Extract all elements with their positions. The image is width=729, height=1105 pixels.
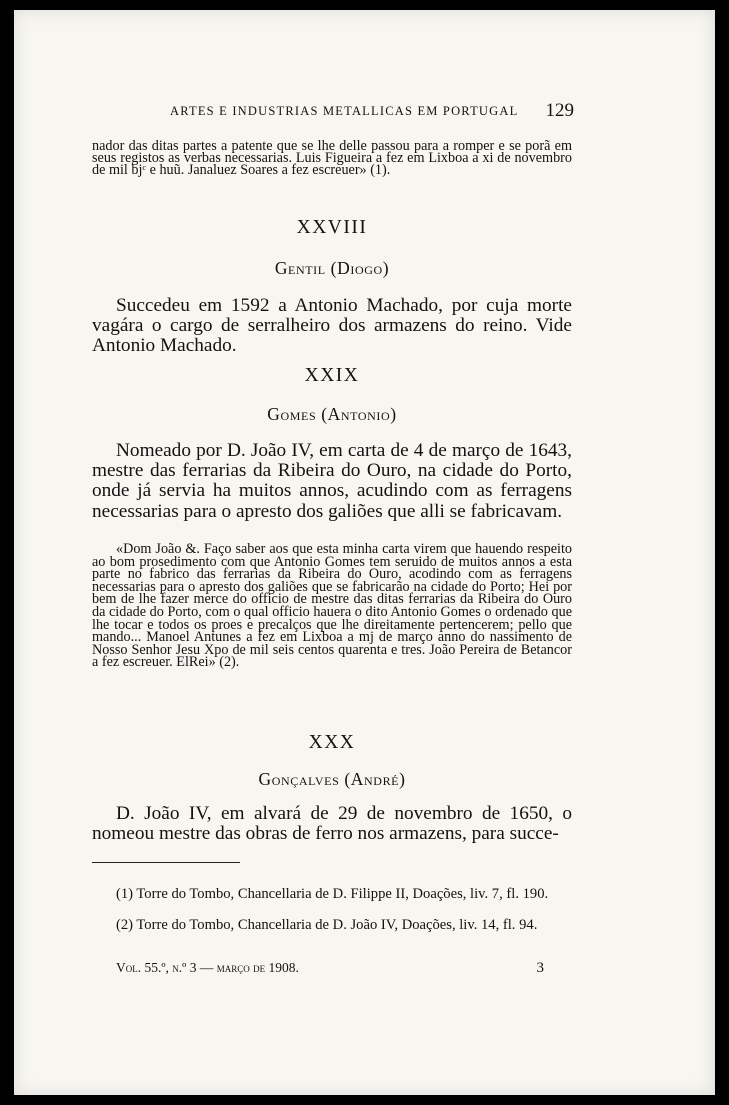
footnote-2: (2) Torre do Tombo, Chancellaria de D. João IV, Doações, liv. 14, fl. 94.: [116, 917, 538, 933]
scan-border-left: [0, 0, 14, 1105]
section-name-gentil: Gentil (Diogo): [274, 258, 390, 278]
footnote-rule: [92, 862, 240, 863]
intro-paragraph: nador das ditas partes a patente que se lhe delle passou para a romper e se porã em seus registos as verbas necessarias. Luis Figueira a fez em Lixboa a xi de novembro de mil bjᶜ e huũ. Janaluez Soares a fez escreuer» (1).: [92, 138, 572, 179]
volume-info: Vol. 55.º, n.º 3 — março de 1908.: [116, 960, 299, 975]
section-name-goncalves: Gonçalves (André): [258, 769, 406, 789]
signature-mark: 3: [536, 960, 544, 976]
section-text-xxviii: Succedeu em 1592 a Antonio Machado, por cuja morte vagára o cargo de serralheiro dos armazens do reino. Vide Antonio Machado.: [92, 295, 572, 357]
quote-xxix: «Dom João &. Faço saber aos que esta minha carta virem que hauendo respeito ao bom prosedimento com que Antonio Gomes tem seruido de muitos annos a esta parte no fabrico das ferrarias da Ribeira do Ouro, acodindo com as ferragens necessarias para o apresto dos galiões que se fabricarão na cidade do Porto; Hei por bem de lhe fazer merce do officio de mestre das ditas ferrarias da Ribeira do Ouro da cidade do Porto, com o qual officio hauera o dito Antonio Gomes o ordenado que lhe tocar e todos os proes e precalços que lhe direitamente pertencerem; pello que mando... Manoel Antunes a fez em Lixboa a mj de março anno do nassimento de Nosso Senhor Jesu Xpo de mil seis centos quarenta e tres. João Pereira de Betancor a fez escreuer. ElRei» (2).: [92, 541, 572, 671]
section-heading-xxix: XXIX: [304, 365, 360, 386]
running-title: ARTES E INDUSTRIAS METALLICAS EM PORTUGAL: [170, 104, 519, 118]
section-text-xxx: D. João IV, em alvará de 29 de novembro de 1650, o nomeou mestre das obras de ferro nos armazens, para succe-: [92, 803, 572, 845]
page-footer: [116, 960, 544, 976]
section-text-xxix: Nomeado por D. João IV, em carta de 4 de março de 1643, mestre das ferrarias da Ribeira do Ouro, na cidade do Porto, onde já servia ha muitos annos, acudindo com as ferragens necessarias para o apresto dos galiões que alli se fabricavam.: [92, 440, 572, 522]
section-heading-xxviii: XXVIII: [296, 217, 368, 238]
scan-border-bottom: [0, 1095, 729, 1105]
section-heading-xxx: XXX: [308, 732, 356, 753]
scan-border-right: [715, 0, 729, 1105]
section-name-gomes: Gomes (Antonio): [267, 404, 397, 424]
footnote-1: (1) Torre do Tombo, Chancellaria de D. Filippe II, Doações, liv. 7, fl. 190.: [116, 886, 549, 902]
scan-border-top: [0, 0, 729, 10]
page-number: 129: [545, 100, 574, 121]
